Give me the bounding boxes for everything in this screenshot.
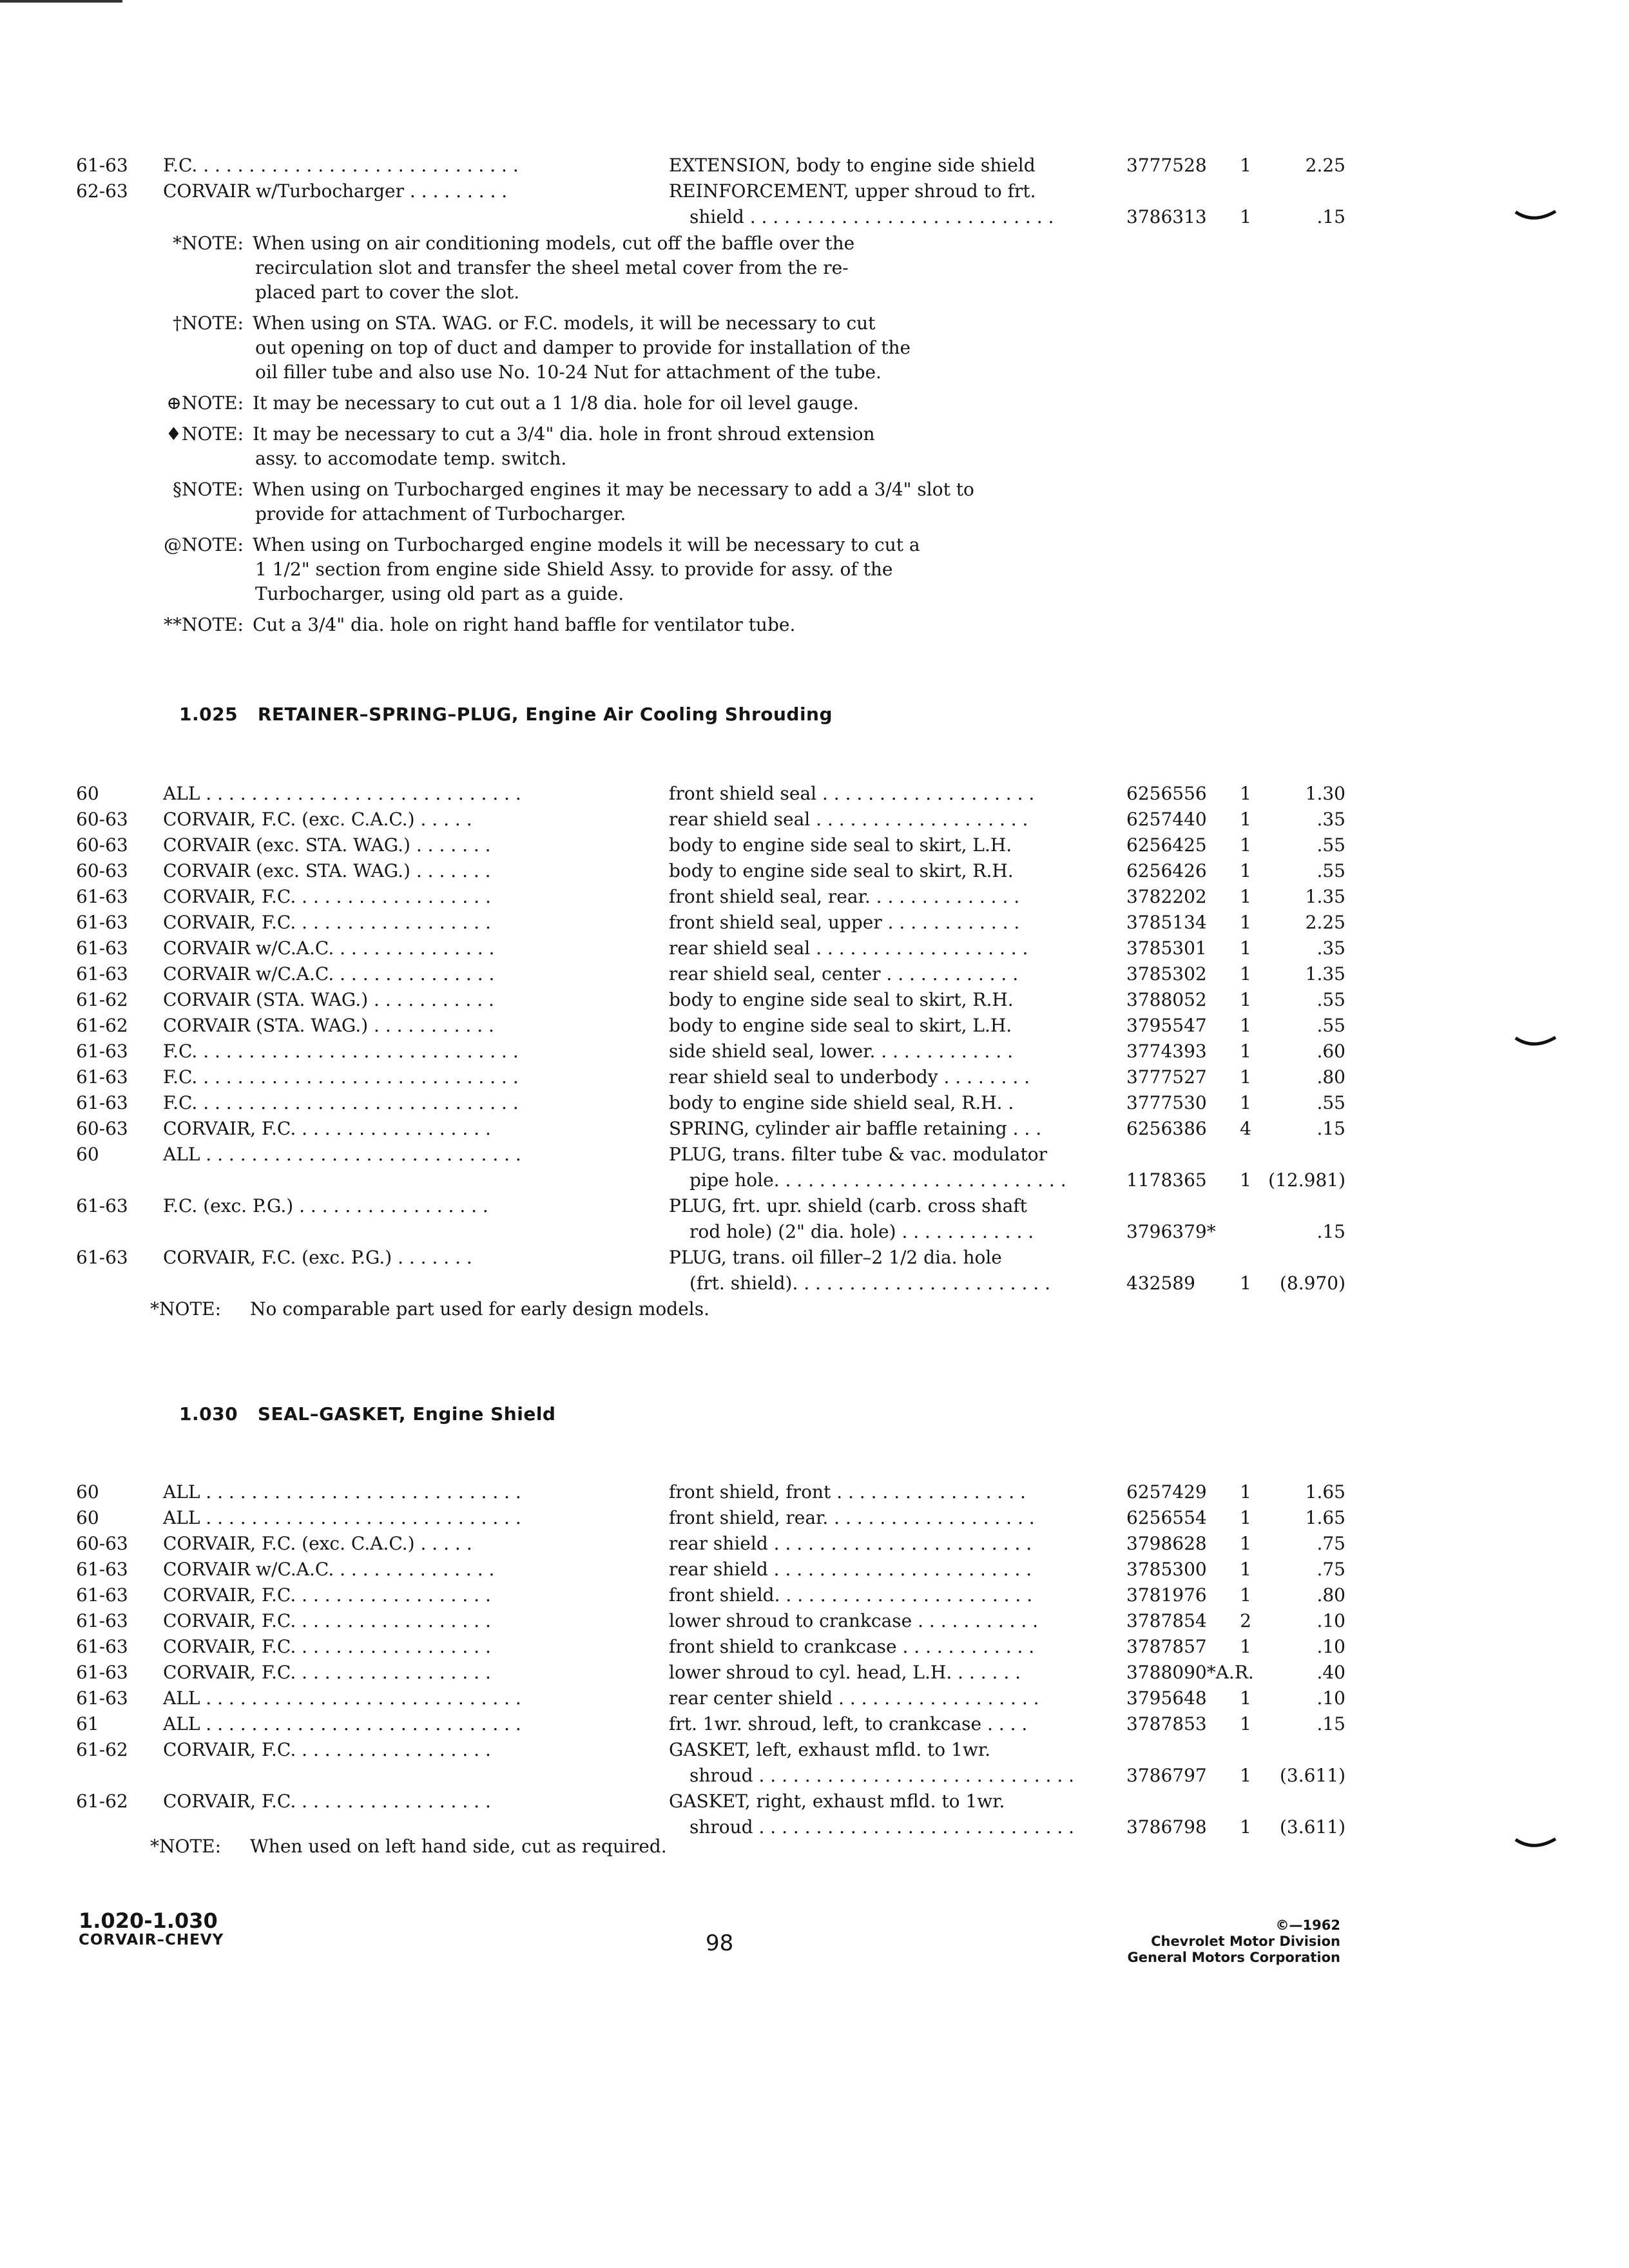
section-note-1030 xyxy=(76,1834,1300,1860)
margin-hook-mark xyxy=(1514,1036,1557,1046)
price: .55 xyxy=(1316,1092,1345,1113)
note-line: Cut a 3/4" dia. hole on right hand baffle for ventilator tube. xyxy=(253,614,796,635)
note-line: Turbocharger, using old part as a guide. xyxy=(255,583,624,604)
margin-hook-mark xyxy=(1514,1838,1557,1848)
quantity: 1 xyxy=(1240,1507,1251,1528)
price: .10 xyxy=(1316,1610,1345,1631)
part-number: 3786313 xyxy=(1126,206,1207,227)
year-range: 61-63 xyxy=(76,1584,128,1606)
year-range: 61-63 xyxy=(76,1247,128,1268)
part-row xyxy=(76,1737,1300,1763)
part-description: GASKET, right, exhaust mfld. to 1wr. xyxy=(669,1791,1005,1812)
part-description: body to engine side seal to skirt, R.H. xyxy=(669,989,1014,1010)
note-line: assy. to accomodate temp. switch. xyxy=(255,448,567,469)
part-number: 3795648 xyxy=(1126,1687,1207,1709)
price: .10 xyxy=(1316,1687,1345,1709)
part-description: rear shield seal . . . . . . . . . . . . . . . . . . . xyxy=(669,937,1028,959)
model-applicability: CORVAIR, F.C. . . . . . . . . . . . . . . . . . xyxy=(163,1584,491,1606)
quantity: 1 xyxy=(1240,937,1251,959)
price: (8.970) xyxy=(1279,1273,1345,1294)
price: .80 xyxy=(1316,1584,1345,1606)
section-note-1025 xyxy=(76,1296,1300,1322)
year-range: 60 xyxy=(76,783,99,804)
year-range: 61-63 xyxy=(76,1687,128,1709)
quantity: 1 xyxy=(1240,834,1251,856)
section-number: 1.025 xyxy=(179,704,238,725)
price: .15 xyxy=(1316,1713,1345,1735)
price: (3.611) xyxy=(1279,1765,1345,1786)
part-description: rear shield . . . . . . . . . . . . . . . . . . . . . . . xyxy=(669,1533,1032,1554)
note-text xyxy=(253,311,1155,385)
year-range: 60-63 xyxy=(76,860,128,881)
part-number: 3785301 xyxy=(1126,937,1207,959)
year-range: 60-63 xyxy=(76,809,128,830)
part-number: 6257440 xyxy=(1126,809,1207,830)
part-description: PLUG, frt. upr. shield (carb. cross shaft xyxy=(669,1195,1027,1216)
price: .15 xyxy=(1316,1118,1345,1139)
note-text xyxy=(253,533,1155,606)
year-range: 61-62 xyxy=(76,1739,128,1760)
quantity: 1 xyxy=(1240,1687,1251,1709)
note-line: When using on STA. WAG. or F.C. models, it will be necessary to cut xyxy=(253,312,876,334)
price: .55 xyxy=(1316,1015,1345,1036)
price: .15 xyxy=(1316,1221,1345,1242)
part-description: shroud . . . . . . . . . . . . . . . . . . . . . . . . . . . . xyxy=(689,1765,1075,1786)
model-applicability: CORVAIR, F.C. . . . . . . . . . . . . . . . . . xyxy=(163,1610,491,1631)
note xyxy=(76,477,1300,526)
part-description: shield . . . . . . . . . . . . . . . . . . . . . . . . . . . xyxy=(689,206,1054,227)
year-range: 60 xyxy=(76,1144,99,1165)
year-range: 61 xyxy=(76,1713,99,1735)
division-name: Chevrolet Motor Division xyxy=(1151,1934,1340,1949)
part-description: rear shield seal to underbody . . . . . . . . xyxy=(669,1066,1030,1088)
part-row xyxy=(76,204,1345,230)
quantity: 1 xyxy=(1240,1636,1251,1657)
note xyxy=(76,422,1300,471)
note-label: *NOTE: xyxy=(150,1298,222,1320)
part-description: rear shield seal . . . . . . . . . . . . . . . . . . . xyxy=(669,809,1028,830)
part-row xyxy=(76,1142,1300,1168)
part-row xyxy=(76,832,1345,858)
part-number: 3786798 xyxy=(1126,1816,1207,1838)
quantity: 1 xyxy=(1240,809,1251,830)
model-applicability: CORVAIR, F.C. . . . . . . . . . . . . . . . . . xyxy=(163,1636,491,1657)
note xyxy=(76,231,1300,305)
part-number: 6256425 xyxy=(1126,834,1207,856)
year-range: 60-63 xyxy=(76,1118,128,1139)
part-description: pipe hole. . . . . . . . . . . . . . . . . . . . . . . . . . xyxy=(689,1169,1066,1191)
part-description: body to engine side seal to skirt, R.H. xyxy=(669,860,1014,881)
quantity: 1 xyxy=(1240,1066,1251,1088)
quantity: 1 xyxy=(1240,912,1251,933)
part-row xyxy=(76,1608,1345,1634)
model-applicability: CORVAIR, F.C. . . . . . . . . . . . . . . . . . xyxy=(163,886,491,907)
part-number: 3786797 xyxy=(1126,1765,1207,1786)
part-number: 3785134 xyxy=(1126,912,1207,933)
note-text xyxy=(253,613,1155,637)
price: (12.981) xyxy=(1268,1169,1345,1191)
year-range: 61-62 xyxy=(76,1015,128,1036)
part-row xyxy=(76,1013,1345,1039)
model-applicability: ALL . . . . . . . . . . . . . . . . . . . . . . . . . . . . xyxy=(163,1481,521,1503)
part-description: rear shield seal, center . . . . . . . . . . . . xyxy=(669,963,1019,985)
year-range: 61-62 xyxy=(76,989,128,1010)
year-range: 61-63 xyxy=(76,1610,128,1631)
part-row xyxy=(76,1505,1345,1531)
quantity: 1 xyxy=(1240,206,1251,227)
note xyxy=(76,311,1300,385)
year-range: 61-63 xyxy=(76,1092,128,1113)
price: .55 xyxy=(1316,989,1345,1010)
part-number: 3785300 xyxy=(1126,1559,1207,1580)
model-applicability: CORVAIR, F.C. . . . . . . . . . . . . . . . . . xyxy=(163,1791,491,1812)
quantity: 1 xyxy=(1240,1015,1251,1036)
note-line: It may be necessary to cut a 3/4" dia. hole in front shroud extension xyxy=(253,423,875,445)
note-text xyxy=(253,477,1155,526)
top-notes xyxy=(76,231,1300,644)
model-applicability: CORVAIR, F.C. (exc. P.G.) . . . . . . . xyxy=(163,1247,472,1268)
part-row xyxy=(76,178,1300,204)
model-applicability: CORVAIR (STA. WAG.) . . . . . . . . . . . xyxy=(163,989,494,1010)
year-range: 60 xyxy=(76,1481,99,1503)
part-description: body to engine side seal to skirt, L.H. xyxy=(669,1015,1012,1036)
part-row xyxy=(76,910,1345,936)
part-row xyxy=(76,1634,1345,1660)
part-row xyxy=(76,987,1345,1013)
part-description: front shield to crankcase . . . . . . . . . . . . xyxy=(669,1636,1035,1657)
part-row xyxy=(76,1039,1345,1064)
part-row xyxy=(76,884,1345,910)
note-label: *NOTE: xyxy=(150,1836,222,1857)
part-number: 3787854 xyxy=(1126,1610,1207,1631)
year-range: 60-63 xyxy=(76,1533,128,1554)
part-number: 3785302 xyxy=(1126,963,1207,985)
model-applicability: CORVAIR, F.C. . . . . . . . . . . . . . . . . . xyxy=(163,1739,491,1760)
part-row xyxy=(76,1219,1345,1245)
year-range: 60 xyxy=(76,1507,99,1528)
quantity: 1 xyxy=(1240,989,1251,1010)
price: 2.25 xyxy=(1305,912,1345,933)
note-text: No comparable part used for early design models. xyxy=(250,1298,709,1320)
model-applicability: ALL . . . . . . . . . . . . . . . . . . . . . . . . . . . . xyxy=(163,1144,521,1165)
part-description: GASKET, left, exhaust mfld. to 1wr. xyxy=(669,1739,991,1760)
note-label: **NOTE: xyxy=(163,614,244,635)
part-description: front shield, front . . . . . . . . . . . . . . . . . xyxy=(669,1481,1026,1503)
part-description: front shield seal . . . . . . . . . . . . . . . . . . . xyxy=(669,783,1035,804)
note xyxy=(76,533,1300,606)
part-description: PLUG, trans. filter tube & vac. modulator xyxy=(669,1144,1047,1165)
model-applicability: ALL . . . . . . . . . . . . . . . . . . . . . . . . . . . . xyxy=(163,1713,521,1735)
part-row xyxy=(76,1582,1345,1608)
model-applicability: F.C. . . . . . . . . . . . . . . . . . . . . . . . . . . . . xyxy=(163,1092,519,1113)
note-label: §NOTE: xyxy=(172,479,244,500)
price: 1.65 xyxy=(1305,1507,1345,1528)
part-description: lower shroud to crankcase . . . . . . . . . . . xyxy=(669,1610,1039,1631)
part-description: (frt. shield). . . . . . . . . . . . . . . . . . . . . . . xyxy=(689,1273,1050,1294)
note-line: oil filler tube and also use No. 10-24 Nut for attachment of the tube. xyxy=(255,361,882,383)
part-row xyxy=(76,1789,1300,1814)
year-range: 61-63 xyxy=(76,155,128,176)
note-line: 1 1/2" section from engine side Shield Assy. to provide for assy. of the xyxy=(255,559,893,580)
price: .40 xyxy=(1316,1662,1345,1683)
corporation-name: General Motors Corporation xyxy=(1127,1950,1340,1965)
parts-table-1025 xyxy=(76,781,1345,1296)
price: 1.35 xyxy=(1305,963,1345,985)
price: .35 xyxy=(1316,937,1345,959)
section-range-code: 1.020-1.030 xyxy=(79,1908,218,1933)
quantity: 2 xyxy=(1240,1610,1251,1631)
price: 1.65 xyxy=(1305,1481,1345,1503)
part-number: 3777527 xyxy=(1126,1066,1207,1088)
year-range: 60-63 xyxy=(76,834,128,856)
price: 2.25 xyxy=(1305,155,1345,176)
note-text xyxy=(253,391,1155,416)
part-number: 6256556 xyxy=(1126,783,1207,804)
price: .75 xyxy=(1316,1533,1345,1554)
model-applicability: ALL . . . . . . . . . . . . . . . . . . . . . . . . . . . . xyxy=(163,783,521,804)
part-row xyxy=(76,781,1345,807)
part-description: PLUG, trans. oil filler–2 1/2 dia. hole xyxy=(669,1247,1002,1268)
part-row xyxy=(76,1271,1345,1296)
price: .55 xyxy=(1316,860,1345,881)
parts-table-1030 xyxy=(76,1479,1345,1840)
note xyxy=(76,391,1300,416)
part-number: 3782202 xyxy=(1126,886,1207,907)
part-row xyxy=(76,1193,1300,1219)
part-description: side shield seal, lower. . . . . . . . . . . . . xyxy=(669,1041,1013,1062)
model-applicability: CORVAIR w/C.A.C. . . . . . . . . . . . . . . xyxy=(163,963,495,985)
model-applicability: CORVAIR (STA. WAG.) . . . . . . . . . . . xyxy=(163,1015,494,1036)
year-range: 61-63 xyxy=(76,912,128,933)
part-number: 3788090*A.R. xyxy=(1126,1662,1254,1683)
year-range: 61-63 xyxy=(76,1662,128,1683)
part-number: 3774393 xyxy=(1126,1041,1207,1062)
note-line: When using on Turbocharged engine models it will be necessary to cut a xyxy=(253,534,920,555)
section-number: 1.030 xyxy=(179,1403,238,1425)
part-row xyxy=(76,1763,1345,1789)
note-text: When used on left hand side, cut as required. xyxy=(250,1836,667,1857)
section-title: RETAINER–SPRING–PLUG, Engine Air Cooling Shrouding xyxy=(257,704,833,725)
quantity: 1 xyxy=(1240,1765,1251,1786)
part-description: frt. 1wr. shroud, left, to crankcase . . . . xyxy=(669,1713,1028,1735)
quantity: 1 xyxy=(1240,1169,1251,1191)
note-line: recirculation slot and transfer the sheel metal cover from the re- xyxy=(255,257,849,278)
year-range: 62-63 xyxy=(76,180,128,202)
copyright: ©—1962 xyxy=(1275,1917,1340,1933)
note-line: placed part to cover the slot. xyxy=(255,282,520,303)
model-applicability: CORVAIR w/C.A.C. . . . . . . . . . . . . . . xyxy=(163,1559,495,1580)
price: .10 xyxy=(1316,1636,1345,1657)
model-applicability: CORVAIR, F.C. . . . . . . . . . . . . . . . . . xyxy=(163,1662,491,1683)
year-range: 61-62 xyxy=(76,1791,128,1812)
quantity: 1 xyxy=(1240,1533,1251,1554)
part-row xyxy=(76,1245,1300,1271)
part-row xyxy=(76,1557,1345,1582)
corner-mark xyxy=(0,0,122,3)
model-applicability: CORVAIR w/C.A.C. . . . . . . . . . . . . . . xyxy=(163,937,495,959)
note-line: When using on air conditioning models, cut off the baffle over the xyxy=(253,233,855,254)
quantity: 1 xyxy=(1240,1584,1251,1606)
note-label: †NOTE: xyxy=(172,312,244,334)
quantity: 1 xyxy=(1240,1092,1251,1113)
model-applicability: CORVAIR (exc. STA. WAG.) . . . . . . . xyxy=(163,834,491,856)
part-row xyxy=(76,858,1345,884)
part-row xyxy=(76,153,1345,178)
year-range: 61-63 xyxy=(76,1636,128,1657)
top-parts-table xyxy=(76,153,1345,230)
model-applicability: CORVAIR (exc. STA. WAG.) . . . . . . . xyxy=(163,860,491,881)
model-applicability: CORVAIR, F.C. (exc. C.A.C.) . . . . . xyxy=(163,1533,472,1554)
part-row xyxy=(76,1660,1345,1686)
part-row xyxy=(76,1064,1345,1090)
price: 1.35 xyxy=(1305,886,1345,907)
part-row xyxy=(76,1686,1345,1711)
price: (3.611) xyxy=(1279,1816,1345,1838)
model-applicability: F.C. . . . . . . . . . . . . . . . . . . . . . . . . . . . . xyxy=(163,1041,519,1062)
note-label: *NOTE: xyxy=(172,233,244,254)
quantity: 1 xyxy=(1240,860,1251,881)
part-description: shroud . . . . . . . . . . . . . . . . . . . . . . . . . . . . xyxy=(689,1816,1075,1838)
part-description: front shield. . . . . . . . . . . . . . . . . . . . . . . xyxy=(669,1584,1033,1606)
year-range: 61-63 xyxy=(76,1041,128,1062)
quantity: 1 xyxy=(1240,1816,1251,1838)
part-row xyxy=(76,1168,1345,1193)
price: .75 xyxy=(1316,1559,1345,1580)
catalog-model: CORVAIR–CHEVY xyxy=(79,1932,224,1948)
quantity: 1 xyxy=(1240,1713,1251,1735)
model-applicability: CORVAIR, F.C. (exc. C.A.C.) . . . . . xyxy=(163,809,472,830)
quantity: 1 xyxy=(1240,155,1251,176)
part-number: 6256386 xyxy=(1126,1118,1207,1139)
note-label: ⊕NOTE: xyxy=(166,392,244,414)
part-row xyxy=(76,1531,1345,1557)
footer-left xyxy=(79,1908,224,1950)
year-range: 61-63 xyxy=(76,1559,128,1580)
price: .15 xyxy=(1316,206,1345,227)
price: 1.30 xyxy=(1305,783,1345,804)
note-label: ♦NOTE: xyxy=(165,423,244,445)
year-range: 61-63 xyxy=(76,1066,128,1088)
section-heading-1030 xyxy=(179,1403,555,1425)
note-line: When using on Turbocharged engines it may be necessary to add a 3/4" slot to xyxy=(253,479,974,500)
part-description: body to engine side seal to skirt, L.H. xyxy=(669,834,1012,856)
quantity: 1 xyxy=(1240,1559,1251,1580)
model-applicability: ALL . . . . . . . . . . . . . . . . . . . . . . . . . . . . xyxy=(163,1687,521,1709)
section-title: SEAL–GASKET, Engine Shield xyxy=(257,1403,556,1425)
model-applicability: F.C. . . . . . . . . . . . . . . . . . . . . . . . . . . . . xyxy=(163,155,519,176)
footer-publisher xyxy=(1095,1917,1340,1966)
part-row xyxy=(76,961,1345,987)
part-number: 3795547 xyxy=(1126,1015,1207,1036)
note-text xyxy=(253,422,1155,471)
part-description: lower shroud to cyl. head, L.H. . . . . . . xyxy=(669,1662,1021,1683)
year-range: 61-63 xyxy=(76,886,128,907)
quantity: 4 xyxy=(1240,1118,1251,1139)
model-applicability: CORVAIR, F.C. . . . . . . . . . . . . . . . . . xyxy=(163,912,491,933)
part-number: 3787857 xyxy=(1126,1636,1207,1657)
model-applicability: CORVAIR w/Turbocharger . . . . . . . . . xyxy=(163,180,508,202)
part-description: body to engine side shield seal, R.H. . xyxy=(669,1092,1014,1113)
note-line: out opening on top of duct and damper to provide for installation of the xyxy=(255,337,911,358)
part-description: rod hole) (2" dia. hole) . . . . . . . . . . . . xyxy=(689,1221,1034,1242)
year-range: 61-63 xyxy=(76,1195,128,1216)
quantity: 1 xyxy=(1240,963,1251,985)
part-description: front shield, rear. . . . . . . . . . . . . . . . . . . xyxy=(669,1507,1035,1528)
note-line: It may be necessary to cut out a 1 1/8 dia. hole for oil level gauge. xyxy=(253,392,859,414)
part-description: front shield seal, rear. . . . . . . . . . . . . . xyxy=(669,886,1020,907)
part-row xyxy=(76,936,1345,961)
year-range: 61-63 xyxy=(76,963,128,985)
model-applicability: F.C. (exc. P.G.) . . . . . . . . . . . . . . . . . xyxy=(163,1195,488,1216)
model-applicability: F.C. . . . . . . . . . . . . . . . . . . . . . . . . . . . . xyxy=(163,1066,519,1088)
part-number: 6256554 xyxy=(1126,1507,1207,1528)
part-number: 3777530 xyxy=(1126,1092,1207,1113)
part-row xyxy=(76,1116,1345,1142)
model-applicability: ALL . . . . . . . . . . . . . . . . . . . . . . . . . . . . xyxy=(163,1507,521,1528)
note-text xyxy=(253,231,1155,305)
part-description: front shield seal, upper . . . . . . . . . . . . xyxy=(669,912,1020,933)
price: .60 xyxy=(1316,1041,1345,1062)
part-row xyxy=(76,1479,1345,1505)
part-row xyxy=(76,807,1345,832)
note xyxy=(76,613,1300,637)
part-number: 432589 xyxy=(1126,1273,1195,1294)
part-description: EXTENSION, body to engine side shield xyxy=(669,155,1036,176)
part-description: SPRING, cylinder air baffle retaining . . . xyxy=(669,1118,1042,1139)
quantity: 1 xyxy=(1240,886,1251,907)
price: .35 xyxy=(1316,809,1345,830)
part-row xyxy=(76,1090,1345,1116)
part-description: REINFORCEMENT, upper shroud to frt. xyxy=(669,180,1036,202)
quantity: 1 xyxy=(1240,1041,1251,1062)
model-applicability: CORVAIR, F.C. . . . . . . . . . . . . . . . . . xyxy=(163,1118,491,1139)
part-row xyxy=(76,1711,1345,1737)
margin-hook-mark xyxy=(1514,210,1557,220)
part-description: rear shield . . . . . . . . . . . . . . . . . . . . . . . xyxy=(669,1559,1032,1580)
quantity: 1 xyxy=(1240,1273,1251,1294)
year-range: 61-63 xyxy=(76,937,128,959)
page-number: 98 xyxy=(706,1930,734,1956)
part-number: 3798628 xyxy=(1126,1533,1207,1554)
section-heading-1025 xyxy=(179,704,833,725)
part-number: 3788052 xyxy=(1126,989,1207,1010)
part-description: rear center shield . . . . . . . . . . . . . . . . . . xyxy=(669,1687,1039,1709)
part-number: 3777528 xyxy=(1126,155,1207,176)
quantity: 1 xyxy=(1240,783,1251,804)
note-label: @NOTE: xyxy=(163,534,244,555)
part-number: 6256426 xyxy=(1126,860,1207,881)
quantity: 1 xyxy=(1240,1481,1251,1503)
part-number: 3796379* xyxy=(1126,1221,1216,1242)
part-number: 6257429 xyxy=(1126,1481,1207,1503)
part-number: 3787853 xyxy=(1126,1713,1207,1735)
price: .55 xyxy=(1316,834,1345,856)
price: .80 xyxy=(1316,1066,1345,1088)
note-line: provide for attachment of Turbocharger. xyxy=(255,503,626,524)
part-number: 1178365 xyxy=(1126,1169,1207,1191)
part-number: 3781976 xyxy=(1126,1584,1207,1606)
